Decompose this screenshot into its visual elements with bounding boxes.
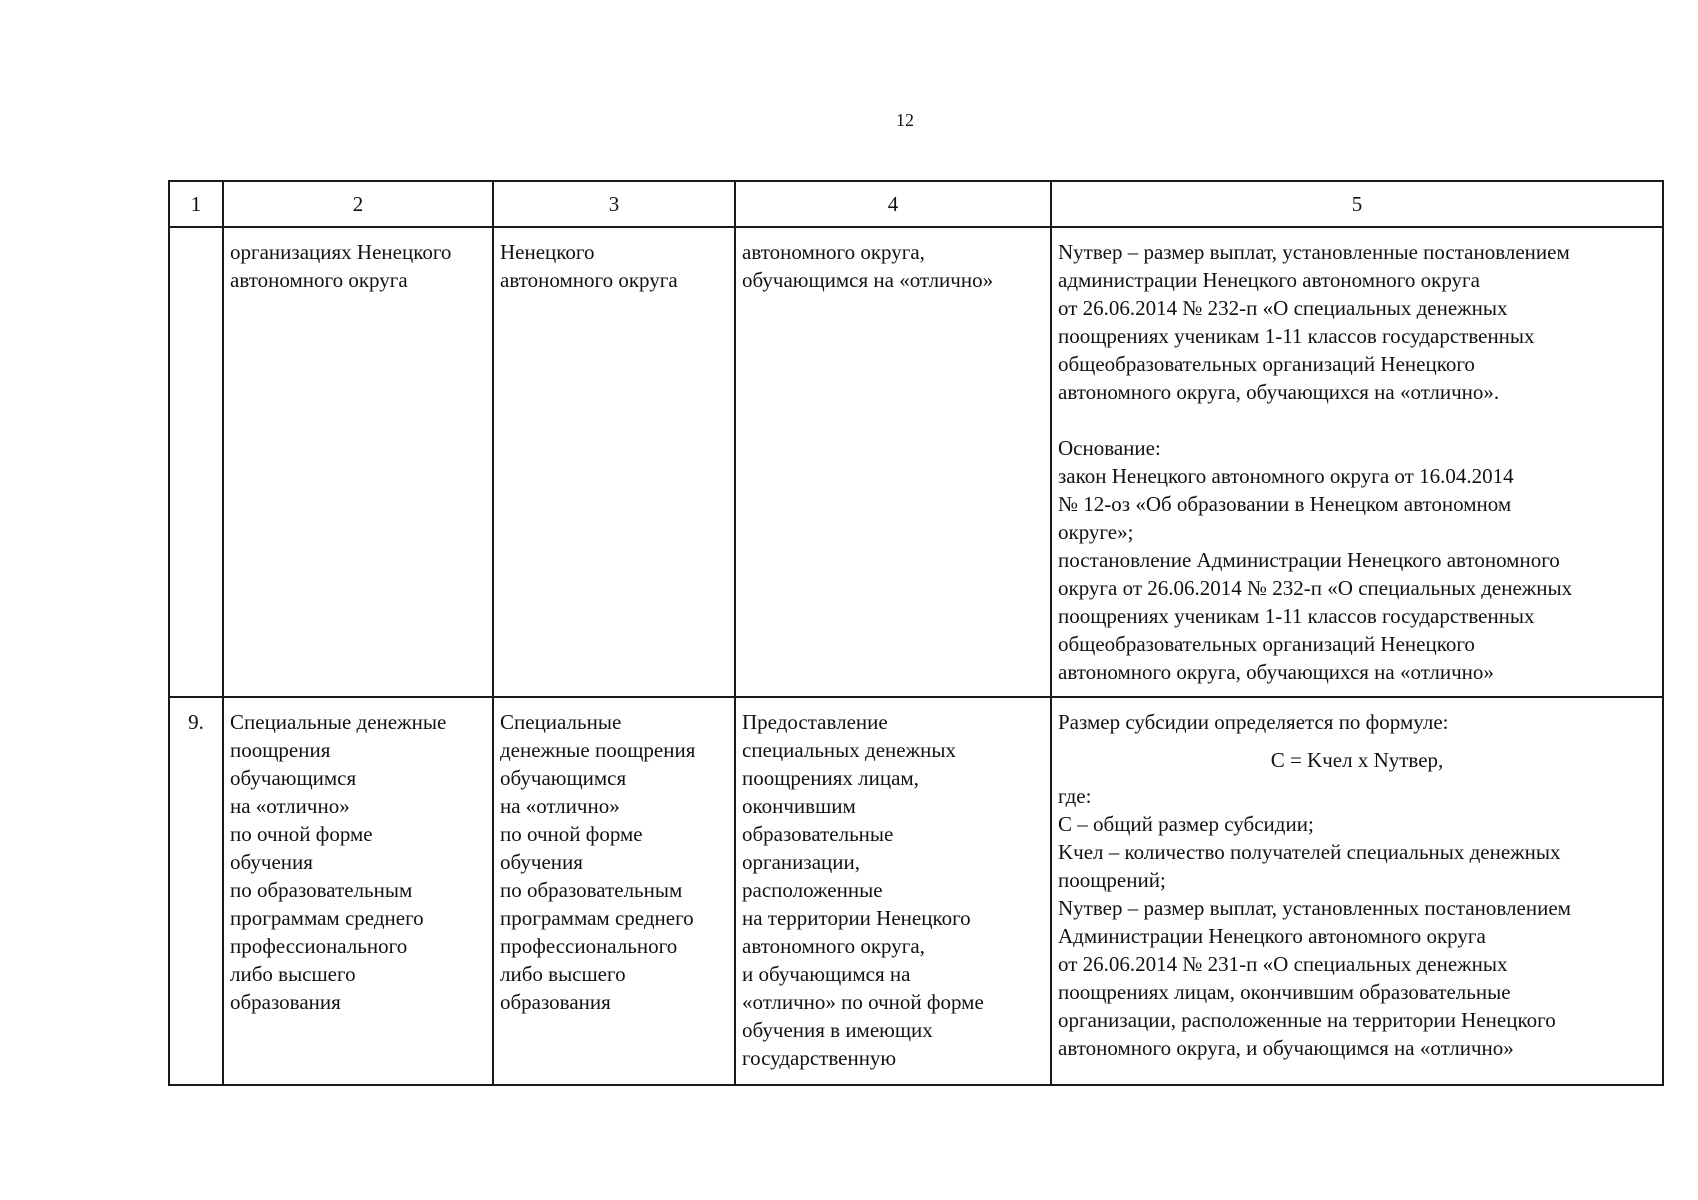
text-line: поощрениях лицам, окончившим образовательные: [1058, 980, 1511, 1004]
text-line: поощрения: [230, 738, 331, 762]
header-cell-1: 1: [169, 181, 223, 227]
text-line: от 26.06.2014 № 231-п «О специальных денежных: [1058, 952, 1508, 976]
paragraph-gap: [1058, 406, 1656, 434]
text-line: автономного округа,: [742, 934, 925, 958]
text-line: программам среднего: [500, 906, 694, 930]
header-cell-4: 4: [735, 181, 1051, 227]
row9-col3: [493, 697, 735, 1085]
page-number: 12: [896, 110, 914, 130]
text-line: на «отлично»: [230, 794, 350, 818]
table-row-continuation: [169, 227, 1663, 697]
row-cont-col2: [223, 227, 493, 697]
text-line: «отлично» по очной форме: [742, 990, 984, 1014]
row9-col2: [223, 697, 493, 1085]
text-line: расположенные: [742, 878, 883, 902]
text-line: Администрации Ненецкого автономного округа: [1058, 924, 1486, 948]
text-line: и обучающимся на: [742, 962, 911, 986]
text-line: обучения: [500, 850, 583, 874]
row-number-cell: [169, 227, 223, 697]
row-cont-col5: [1051, 227, 1663, 697]
text-line: Специальные: [500, 710, 622, 734]
text-line: автономного округа, обучающихся на «отлично»: [1058, 660, 1494, 684]
text-line: обучения в имеющих: [742, 1018, 933, 1042]
text-line: поощрениях лицам,: [742, 766, 919, 790]
text-line: специальных денежных: [742, 738, 956, 762]
header-cell-3: 3: [493, 181, 735, 227]
text-line: обучающимся: [230, 766, 357, 790]
text-line: программам среднего: [230, 906, 424, 930]
text-line: либо высшего: [230, 962, 356, 986]
text-line: на территории Ненецкого: [742, 906, 971, 930]
text-line: организациях Ненецкого: [230, 240, 452, 264]
text-line: Nутвер – размер выплат, установленные постановлением: [1058, 240, 1570, 264]
text-line: Предоставление: [742, 710, 888, 734]
text-line: автономного округа: [500, 268, 678, 292]
document-table: [168, 180, 1664, 1086]
text-line: обучающимся: [500, 766, 627, 790]
text-line: образовательные: [742, 822, 894, 846]
basis-heading: Основание:: [1058, 436, 1161, 460]
text-line: по образовательным: [230, 878, 413, 902]
text-line: обучающимся на «отлично»: [742, 268, 994, 292]
text-line: поощрениях ученикам 1-11 классов государственных: [1058, 604, 1535, 628]
text-line: профессионального: [500, 934, 678, 958]
text-line: от 26.06.2014 № 232-п «О специальных денежных: [1058, 296, 1508, 320]
text-line: организации, расположенные на территории Ненецкого: [1058, 1008, 1556, 1032]
text-line: автономного округа, и обучающимся на «отлично»: [1058, 1036, 1514, 1060]
row9-col4: [735, 697, 1051, 1085]
text-line: образования: [500, 990, 611, 1014]
text-line: № 12-оз «Об образовании в Ненецком автономном: [1058, 492, 1512, 516]
text-line: по очной форме: [230, 822, 373, 846]
text-line: автономного округа: [230, 268, 408, 292]
text-line: на «отлично»: [500, 794, 620, 818]
text-line: государственную: [742, 1046, 897, 1070]
text-line: денежные поощрения: [500, 738, 696, 762]
text-line: Специальные денежные: [230, 710, 447, 734]
text-line: по образовательным: [500, 878, 683, 902]
row-cont-col3: [493, 227, 735, 697]
header-cell-5: 5: [1051, 181, 1663, 227]
table-header-row: [169, 181, 1663, 227]
header-cell-2: 2: [223, 181, 493, 227]
text-line: где:: [1058, 784, 1092, 808]
text-line: общеобразовательных организаций Ненецкого: [1058, 632, 1475, 656]
text-line: обучения: [230, 850, 313, 874]
text-line: округа от 26.06.2014 № 232-п «О специальных денежных: [1058, 576, 1573, 600]
text-line: образования: [230, 990, 341, 1014]
text-line: Nутвер – размер выплат, установленных постановлением: [1058, 896, 1571, 920]
formula-intro: Размер субсидии определяется по формуле:: [1058, 710, 1449, 734]
text-line: округе»;: [1058, 520, 1134, 544]
text-line: закон Ненецкого автономного округа от 16.04.2014: [1058, 464, 1514, 488]
text-line: постановление Администрации Ненецкого автономного: [1058, 548, 1560, 572]
text-line: организации,: [742, 850, 860, 874]
text-line: общеобразовательных организаций Ненецкого: [1058, 352, 1475, 376]
text-line: по очной форме: [500, 822, 643, 846]
row-cont-col4: [735, 227, 1051, 697]
text-line: профессионального: [230, 934, 408, 958]
table-row-9: [169, 697, 1663, 1085]
text-line: поощрениях ученикам 1-11 классов государственных: [1058, 324, 1535, 348]
text-line: либо высшего: [500, 962, 626, 986]
text-line: С – общий размер субсидии;: [1058, 812, 1314, 836]
subsidy-formula: С = Kчел х Nутвер,: [1270, 748, 1444, 772]
text-line: администрации Ненецкого автономного округа: [1058, 268, 1480, 292]
text-line: Kчел – количество получателей специальных денежных: [1058, 840, 1561, 864]
text-line: автономного округа, обучающихся на «отлично».: [1058, 380, 1500, 404]
text-line: окончившим: [742, 794, 856, 818]
row9-col5: [1051, 697, 1663, 1085]
row-number-cell: 9.: [169, 697, 223, 1085]
text-line: Ненецкого: [500, 240, 595, 264]
text-line: поощрений;: [1058, 868, 1166, 892]
text-line: автономного округа,: [742, 240, 925, 264]
